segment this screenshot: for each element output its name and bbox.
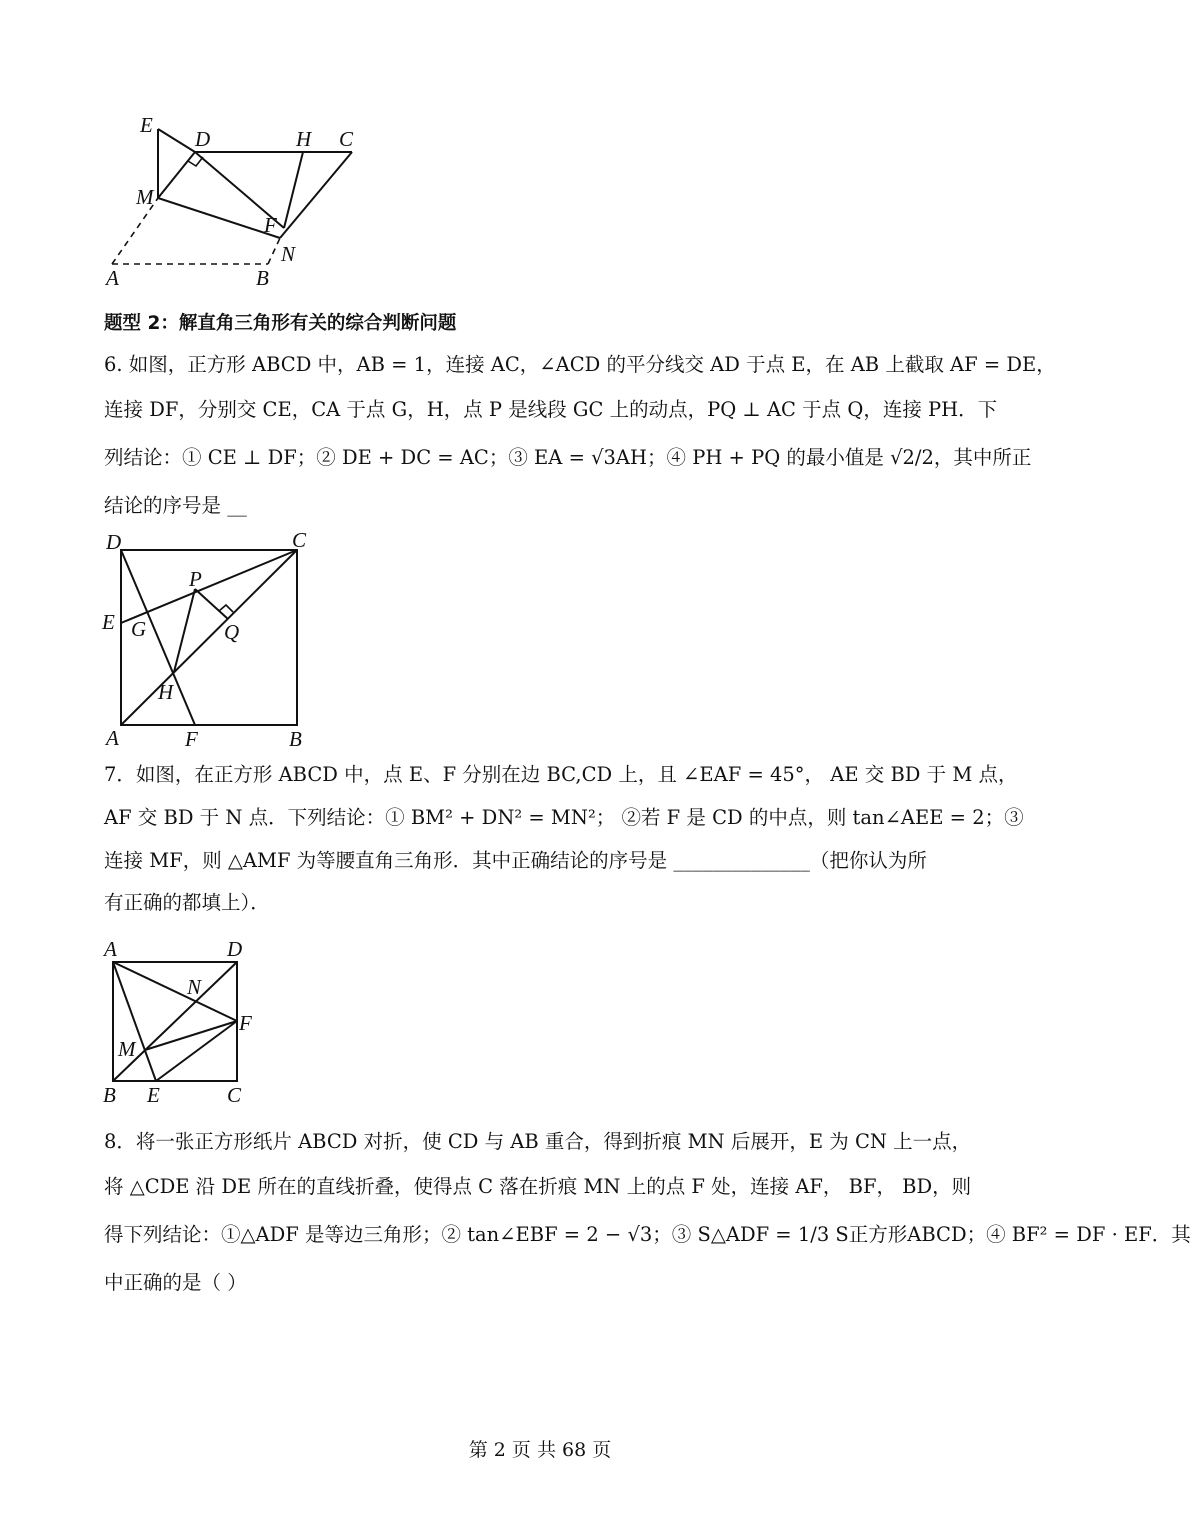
label-B: B bbox=[103, 1083, 116, 1107]
segment-CN bbox=[280, 152, 352, 238]
section-heading: 题型 2：解直角三角形有关的综合判断问题 bbox=[104, 313, 457, 334]
q8-line-3: 得下列结论：①△ADF 是等边三角形；② tan∠EBF = 2 − √3；③ S△ADF = 1/3 S正方形ABCD；④ BF² = DF · EF．其 bbox=[104, 1223, 1191, 1246]
segment-ED bbox=[158, 129, 195, 152]
q6-line-1: 6. 如图，正方形 ABCD 中，AB = 1，连接 AC，∠ACD 的平分线交 AD 于点 E，在 AB 上截取 AF = DE， bbox=[104, 353, 1056, 376]
q6-line-4: 结论的序号是 __ bbox=[104, 494, 247, 517]
q8-line-2: 将 △CDE 沿 DE 所在的直线折叠，使得点 C 落在折痕 MN 上的点 F 处，连接 AF， BF， BD，则 bbox=[104, 1175, 972, 1198]
dashed-BN bbox=[268, 238, 280, 264]
q7-line-4: 有正确的都填上）． bbox=[104, 891, 270, 914]
right-angle-mark-Q bbox=[219, 605, 233, 612]
diagonal-BD bbox=[113, 962, 237, 1081]
label-P: P bbox=[189, 567, 202, 591]
figure-q6-svg bbox=[100, 528, 330, 753]
segment-PH bbox=[174, 589, 195, 672]
label-H: H bbox=[158, 680, 174, 704]
label-C: C bbox=[227, 1083, 242, 1107]
label-A: A bbox=[106, 726, 119, 750]
label-B: B bbox=[256, 266, 269, 290]
label-M: M bbox=[118, 1037, 136, 1061]
label-E: E bbox=[140, 113, 153, 137]
q7-line-2: AF 交 BD 于 N 点．下列结论：① BM² + DN² = MN²； ②若 F 是 CD 的中点，则 tan∠AEE = 2；③ bbox=[104, 806, 1024, 829]
label-B: B bbox=[289, 727, 302, 751]
label-C: C bbox=[339, 127, 354, 151]
label-H: H bbox=[296, 127, 312, 151]
label-C: C bbox=[292, 528, 307, 552]
segment-PQ bbox=[195, 589, 228, 619]
label-D: D bbox=[106, 530, 122, 554]
q8-line-4: 中正确的是（ ） bbox=[104, 1271, 247, 1294]
segment-HF bbox=[284, 152, 303, 228]
label-D: D bbox=[195, 127, 211, 151]
label-E: E bbox=[102, 610, 115, 634]
q8-line-1: 8．将一张正方形纸片 ABCD 对折，使 CD 与 AB 重合，得到折痕 MN 后展开，E 为 CN 上一点， bbox=[104, 1130, 972, 1153]
label-F: F bbox=[185, 727, 198, 751]
figure-q6 bbox=[100, 528, 330, 753]
segment-MN bbox=[158, 198, 280, 238]
label-G: G bbox=[131, 617, 147, 641]
label-A: A bbox=[104, 937, 117, 961]
segment-MD bbox=[158, 152, 195, 198]
label-M: M bbox=[136, 185, 154, 209]
q7-line-3: 连接 MF，则 △AMF 为等腰直角三角形．其中正确结论的序号是 ______________（把你认为所 bbox=[104, 849, 927, 872]
q6-line-3: 列结论：① CE ⊥ DF；② DE + DC = AC；③ EA = √3AH；④ PH + PQ 的最小值是 √2/2，其中所正 bbox=[104, 446, 1032, 469]
page-footer: 第 2 页 共 68 页 bbox=[468, 1439, 612, 1461]
figure-q7-svg bbox=[100, 935, 270, 1110]
label-F: F bbox=[264, 213, 277, 237]
label-A: A bbox=[106, 266, 119, 290]
figure-q7 bbox=[100, 935, 270, 1110]
segment-EF bbox=[156, 1021, 237, 1081]
figure-q5-svg bbox=[100, 110, 380, 295]
label-D: D bbox=[227, 937, 243, 961]
figure-q5 bbox=[100, 110, 380, 295]
q6-line-2: 连接 DF，分别交 CE，CA 于点 G，H，点 P 是线段 GC 上的动点，PQ ⊥ AC 于点 Q，连接 PH．下 bbox=[104, 398, 998, 421]
label-N: N bbox=[187, 975, 202, 999]
label-F: F bbox=[239, 1011, 252, 1035]
q7-line-1: 7．如图，在正方形 ABCD 中，点 E、F 分别在边 BC,CD 上，且 ∠EAF = 45°， AE 交 BD 于 M 点， bbox=[104, 763, 1018, 786]
diagonal-AC bbox=[121, 550, 297, 725]
segment-MF bbox=[145, 1021, 237, 1050]
label-Q: Q bbox=[224, 620, 240, 644]
label-N: N bbox=[281, 242, 296, 266]
label-E: E bbox=[147, 1083, 160, 1107]
